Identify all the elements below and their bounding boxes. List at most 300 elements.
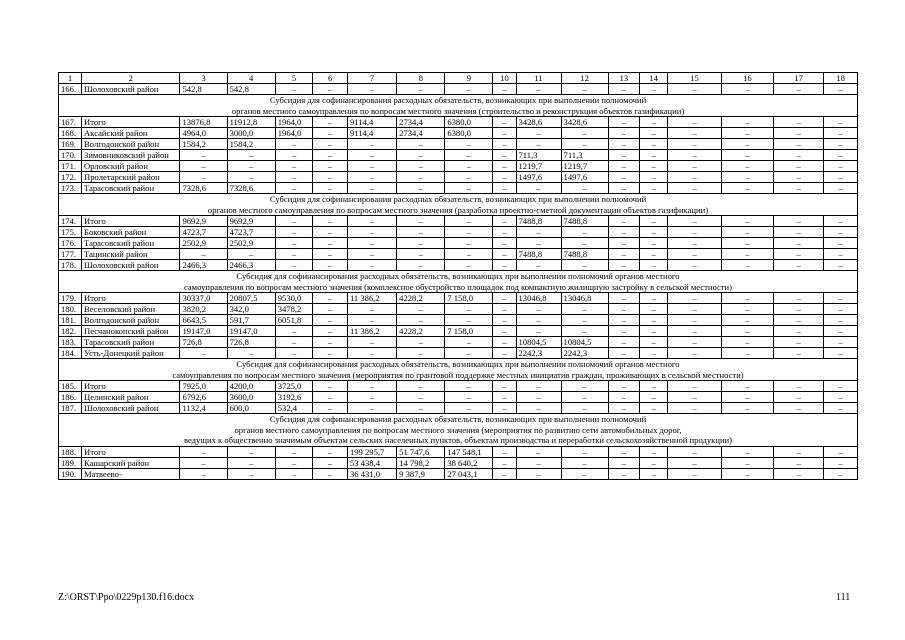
value-cell: – [721, 337, 773, 348]
table-row [59, 457, 858, 468]
value-cell: – [397, 249, 445, 260]
district-name-cell: Целинский район [82, 392, 180, 403]
value-cell: – [493, 392, 516, 403]
value-cell: – [516, 326, 561, 337]
value-cell: – [640, 249, 668, 260]
row-number-cell: 176. [59, 238, 82, 249]
value-cell: 591,7 [227, 315, 275, 326]
value-cell: 36 431,0 [347, 468, 396, 479]
value-cell: – [774, 249, 824, 260]
table-row [59, 150, 858, 161]
value-cell: – [313, 238, 348, 249]
district-name-cell: Итого [82, 293, 180, 304]
value-cell: – [397, 216, 445, 227]
row-number-cell: 184. [59, 348, 82, 359]
value-cell: – [397, 172, 445, 183]
value-cell: 342,0 [227, 304, 275, 315]
value-cell: – [668, 381, 721, 392]
row-number-cell: 179. [59, 293, 82, 304]
value-cell: – [313, 150, 348, 161]
section-heading-line: органов местного самоуправления по вопросам местного значения (разработка проектно-сметной документации объектов газификации) [207, 204, 709, 215]
value-cell: – [668, 161, 721, 172]
value-cell: – [640, 337, 668, 348]
value-cell: – [774, 172, 824, 183]
value-cell: 9114,4 [347, 117, 396, 128]
value-cell: – [313, 348, 348, 359]
value-cell: – [561, 315, 608, 326]
value-cell: – [774, 446, 824, 457]
value-cell: – [445, 392, 493, 403]
table-row [59, 381, 858, 392]
value-cell: 19147,0 [227, 326, 275, 337]
value-cell: – [608, 304, 639, 315]
value-cell: – [721, 128, 773, 139]
value-cell: 14 798,2 [397, 457, 445, 468]
value-cell: – [561, 227, 608, 238]
col-header: 4 [227, 73, 275, 84]
value-cell: – [275, 468, 313, 479]
table-row [59, 293, 858, 304]
value-cell: 7488,8 [516, 249, 561, 260]
row-number-cell: 183. [59, 337, 82, 348]
value-cell: 9530,0 [275, 293, 313, 304]
value-cell: – [347, 304, 396, 315]
value-cell: – [721, 139, 773, 150]
value-cell: – [397, 183, 445, 194]
value-cell: – [640, 304, 668, 315]
value-cell: – [397, 260, 445, 271]
value-cell: – [721, 326, 773, 337]
table-row [59, 128, 858, 139]
value-cell: – [493, 216, 516, 227]
col-header: 5 [275, 73, 313, 84]
table-row [59, 139, 858, 150]
value-cell: – [668, 216, 721, 227]
value-cell: – [516, 468, 561, 479]
subsidy-table [58, 72, 858, 480]
row-number-cell: 180. [59, 304, 82, 315]
value-cell: 7 158,0 [445, 326, 493, 337]
value-cell: 9692,9 [180, 216, 227, 227]
value-cell: – [397, 392, 445, 403]
value-cell: – [275, 457, 313, 468]
value-cell: 3820,2 [180, 304, 227, 315]
section-heading [59, 271, 858, 293]
table-row [59, 446, 858, 457]
value-cell: 2242,3 [516, 348, 561, 359]
value-cell: – [493, 315, 516, 326]
value-cell: 4228,2 [397, 293, 445, 304]
value-cell: – [275, 348, 313, 359]
value-cell: – [275, 238, 313, 249]
value-cell: 19147,0 [180, 326, 227, 337]
value-cell: 4723,7 [227, 227, 275, 238]
value-cell: – [608, 381, 639, 392]
value-cell: – [721, 468, 773, 479]
value-cell: – [275, 183, 313, 194]
value-cell: – [313, 403, 348, 414]
value-cell: – [824, 446, 858, 457]
value-cell: 726,8 [227, 337, 275, 348]
value-cell: – [516, 304, 561, 315]
value-cell: – [668, 139, 721, 150]
value-cell: – [824, 403, 858, 414]
value-cell: 30337,0 [180, 293, 227, 304]
value-cell: – [668, 249, 721, 260]
value-cell: – [668, 150, 721, 161]
value-cell: – [493, 128, 516, 139]
value-cell: 2734,4 [397, 117, 445, 128]
value-cell: – [774, 337, 824, 348]
value-cell: – [493, 238, 516, 249]
value-cell: – [640, 150, 668, 161]
value-cell: – [774, 315, 824, 326]
row-number-cell: 174. [59, 216, 82, 227]
section-heading-line: органов местного самоуправления по вопросам местного значения (мероприятия по развитию сети автомобильных дорог, [234, 424, 682, 435]
value-cell: – [445, 315, 493, 326]
value-cell: – [668, 315, 721, 326]
value-cell: – [347, 84, 396, 95]
value-cell: 3478,2 [275, 304, 313, 315]
value-cell: 1497,6 [516, 172, 561, 183]
value-cell: 1497,6 [561, 172, 608, 183]
value-cell: – [561, 392, 608, 403]
district-name-cell: Песчанокопский район [82, 326, 180, 337]
value-cell: – [516, 139, 561, 150]
value-cell: – [774, 392, 824, 403]
value-cell: – [227, 468, 275, 479]
value-cell: – [561, 403, 608, 414]
table-row [59, 304, 858, 315]
value-cell: – [721, 172, 773, 183]
value-cell: – [493, 117, 516, 128]
value-cell: 2502,9 [227, 238, 275, 249]
value-cell: – [347, 161, 396, 172]
value-cell: – [640, 392, 668, 403]
value-cell: – [313, 216, 348, 227]
section-heading-line: Субсидия для софинансирования расходных обязательств, возникающих при выполнении полномочий органов местного [236, 359, 680, 369]
value-cell: – [516, 238, 561, 249]
value-cell: – [493, 326, 516, 337]
value-cell: – [668, 403, 721, 414]
value-cell: – [721, 392, 773, 403]
value-cell: – [445, 172, 493, 183]
table-row [59, 227, 858, 238]
table-row [59, 260, 858, 271]
value-cell: – [445, 161, 493, 172]
value-cell: 7328,6 [227, 183, 275, 194]
value-cell: – [516, 227, 561, 238]
value-cell: – [493, 468, 516, 479]
value-cell: – [608, 238, 639, 249]
value-cell: – [561, 381, 608, 392]
value-cell: – [608, 183, 639, 194]
value-cell: – [313, 260, 348, 271]
table-row [59, 315, 858, 326]
col-header: 2 [82, 73, 180, 84]
value-cell: – [640, 446, 668, 457]
row-number-cell: 189. [59, 457, 82, 468]
value-cell: – [774, 293, 824, 304]
section-heading [59, 359, 858, 381]
value-cell: – [493, 183, 516, 194]
row-number-cell: 169. [59, 139, 82, 150]
value-cell: – [347, 337, 396, 348]
value-cell: – [668, 183, 721, 194]
value-cell: – [445, 249, 493, 260]
value-cell: – [721, 446, 773, 457]
value-cell: – [180, 249, 227, 260]
row-number-cell: 166. [59, 84, 82, 95]
value-cell: – [397, 315, 445, 326]
value-cell: 10804,5 [561, 337, 608, 348]
value-cell: – [397, 381, 445, 392]
table-row [59, 249, 858, 260]
value-cell: – [668, 326, 721, 337]
value-cell: – [347, 315, 396, 326]
value-cell: – [493, 337, 516, 348]
value-cell: 6380,0 [445, 128, 493, 139]
value-cell: – [180, 457, 227, 468]
value-cell: – [608, 326, 639, 337]
value-cell: – [824, 260, 858, 271]
value-cell: – [347, 227, 396, 238]
value-cell: – [347, 381, 396, 392]
value-cell: – [445, 381, 493, 392]
value-cell: – [721, 249, 773, 260]
value-cell: 6792,6 [180, 392, 227, 403]
value-cell: – [493, 381, 516, 392]
value-cell: 7488,8 [516, 216, 561, 227]
value-cell: – [824, 84, 858, 95]
value-cell: 27 043,1 [445, 468, 493, 479]
value-cell: – [668, 304, 721, 315]
district-name-cell: Матвеево- [82, 468, 180, 479]
value-cell: 3600,0 [227, 392, 275, 403]
value-cell: – [516, 457, 561, 468]
value-cell: 1219,7 [561, 161, 608, 172]
value-cell: 7 158,0 [445, 293, 493, 304]
value-cell: 6643,5 [180, 315, 227, 326]
district-name-cell: Орловский район [82, 161, 180, 172]
value-cell: – [721, 260, 773, 271]
value-cell: – [824, 183, 858, 194]
value-cell: – [774, 238, 824, 249]
value-cell: – [313, 337, 348, 348]
section-heading-row [59, 95, 858, 117]
value-cell: 199 295,7 [347, 446, 396, 457]
value-cell: 53 438,4 [347, 457, 396, 468]
district-name-cell: Тарасовский район [82, 238, 180, 249]
value-cell: – [608, 161, 639, 172]
district-name-cell: Веселовский район [82, 304, 180, 315]
value-cell: – [774, 161, 824, 172]
value-cell: 7328,6 [180, 183, 227, 194]
value-cell: 1584,2 [180, 139, 227, 150]
value-cell: – [668, 117, 721, 128]
col-header: 11 [516, 73, 561, 84]
value-cell: – [180, 446, 227, 457]
value-cell: – [824, 117, 858, 128]
value-cell: – [516, 183, 561, 194]
value-cell: 4228,2 [397, 326, 445, 337]
district-name-cell: Шолоховский район [82, 84, 180, 95]
value-cell: 13046,8 [561, 293, 608, 304]
value-cell: – [275, 150, 313, 161]
value-cell: – [640, 315, 668, 326]
row-number-cell: 168. [59, 128, 82, 139]
value-cell: – [561, 304, 608, 315]
value-cell: – [721, 161, 773, 172]
value-cell: – [516, 260, 561, 271]
value-cell: – [227, 457, 275, 468]
value-cell: – [313, 183, 348, 194]
value-cell: – [180, 150, 227, 161]
value-cell: 4723,7 [180, 227, 227, 238]
table-row [59, 183, 858, 194]
value-cell: – [347, 183, 396, 194]
value-cell: – [824, 392, 858, 403]
value-cell: – [640, 457, 668, 468]
district-name-cell: Тарасовский район [82, 183, 180, 194]
value-cell: – [774, 326, 824, 337]
value-cell: – [608, 150, 639, 161]
table-row [59, 238, 858, 249]
table-row [59, 392, 858, 403]
value-cell: – [721, 348, 773, 359]
value-cell: 6380,0 [445, 117, 493, 128]
district-name-cell: Усть-Донецкий район [82, 348, 180, 359]
value-cell: – [313, 392, 348, 403]
table-row [59, 403, 858, 414]
value-cell: – [347, 260, 396, 271]
value-cell: 542,8 [227, 84, 275, 95]
value-cell: – [493, 150, 516, 161]
value-cell: – [640, 84, 668, 95]
value-cell: 711,3 [561, 150, 608, 161]
row-number-cell: 170. [59, 150, 82, 161]
table-row [59, 117, 858, 128]
footer-file-path: Z:\ORST\Ppo\0229p130.f16.docx [58, 592, 195, 603]
value-cell: – [668, 392, 721, 403]
value-cell: – [608, 337, 639, 348]
value-cell: – [313, 457, 348, 468]
value-cell: – [640, 139, 668, 150]
value-cell: – [640, 238, 668, 249]
value-cell: 1584,2 [227, 139, 275, 150]
value-cell: – [640, 381, 668, 392]
value-cell: – [313, 468, 348, 479]
value-cell: – [445, 227, 493, 238]
value-cell: 51 747,6 [397, 446, 445, 457]
value-cell: 2734,4 [397, 128, 445, 139]
value-cell: – [493, 457, 516, 468]
table-row [59, 326, 858, 337]
value-cell: 11 386,2 [347, 293, 396, 304]
value-cell: – [275, 216, 313, 227]
value-cell: – [313, 249, 348, 260]
section-heading [59, 95, 858, 117]
value-cell: – [347, 172, 396, 183]
value-cell: 3428,6 [561, 117, 608, 128]
value-cell: – [640, 117, 668, 128]
value-cell: – [397, 227, 445, 238]
value-cell: – [227, 446, 275, 457]
value-cell: – [397, 348, 445, 359]
value-cell: – [445, 403, 493, 414]
value-cell: – [640, 403, 668, 414]
value-cell: – [275, 161, 313, 172]
value-cell: – [774, 468, 824, 479]
value-cell: – [824, 315, 858, 326]
value-cell: – [721, 150, 773, 161]
value-cell: – [493, 161, 516, 172]
value-cell: 11912,8 [227, 117, 275, 128]
value-cell: 11 386,2 [347, 326, 396, 337]
value-cell: – [824, 150, 858, 161]
value-cell: 7488,8 [561, 216, 608, 227]
value-cell: – [608, 348, 639, 359]
value-cell: – [516, 315, 561, 326]
value-cell: – [275, 227, 313, 238]
value-cell: – [640, 293, 668, 304]
value-cell: 3428,6 [516, 117, 561, 128]
value-cell: – [668, 172, 721, 183]
row-number-cell: 171. [59, 161, 82, 172]
col-header: 14 [640, 73, 668, 84]
row-number-cell: 186. [59, 392, 82, 403]
value-cell: – [275, 172, 313, 183]
district-name-cell: Пролетарский район [82, 172, 180, 183]
value-cell: 2242,3 [561, 348, 608, 359]
district-name-cell: Волгодонской район [82, 139, 180, 150]
section-heading-line: Субсидия для софинансирования расходных обязательств, возникающих при выполнении полномочий [269, 194, 647, 204]
district-name-cell: Кашарский район [82, 457, 180, 468]
value-cell: – [774, 304, 824, 315]
value-cell: – [608, 260, 639, 271]
value-cell: – [721, 216, 773, 227]
value-cell: – [774, 457, 824, 468]
value-cell: – [608, 392, 639, 403]
value-cell: – [347, 150, 396, 161]
value-cell: – [640, 172, 668, 183]
value-cell: – [275, 84, 313, 95]
value-cell: 3725,0 [275, 381, 313, 392]
value-cell: 600,0 [227, 403, 275, 414]
value-cell: – [180, 161, 227, 172]
value-cell: – [721, 403, 773, 414]
value-cell: – [561, 238, 608, 249]
value-cell: – [824, 337, 858, 348]
value-cell: – [516, 392, 561, 403]
value-cell: – [561, 326, 608, 337]
value-cell: – [824, 227, 858, 238]
value-cell: – [774, 403, 824, 414]
value-cell: – [347, 392, 396, 403]
value-cell: – [313, 117, 348, 128]
value-cell: – [313, 326, 348, 337]
value-cell: 4964,0 [180, 128, 227, 139]
value-cell: – [721, 457, 773, 468]
value-cell: – [275, 337, 313, 348]
value-cell: – [397, 238, 445, 249]
value-cell: – [561, 446, 608, 457]
value-cell: – [824, 293, 858, 304]
value-cell: – [275, 260, 313, 271]
value-cell: – [561, 457, 608, 468]
value-cell: – [774, 128, 824, 139]
value-cell: – [397, 304, 445, 315]
